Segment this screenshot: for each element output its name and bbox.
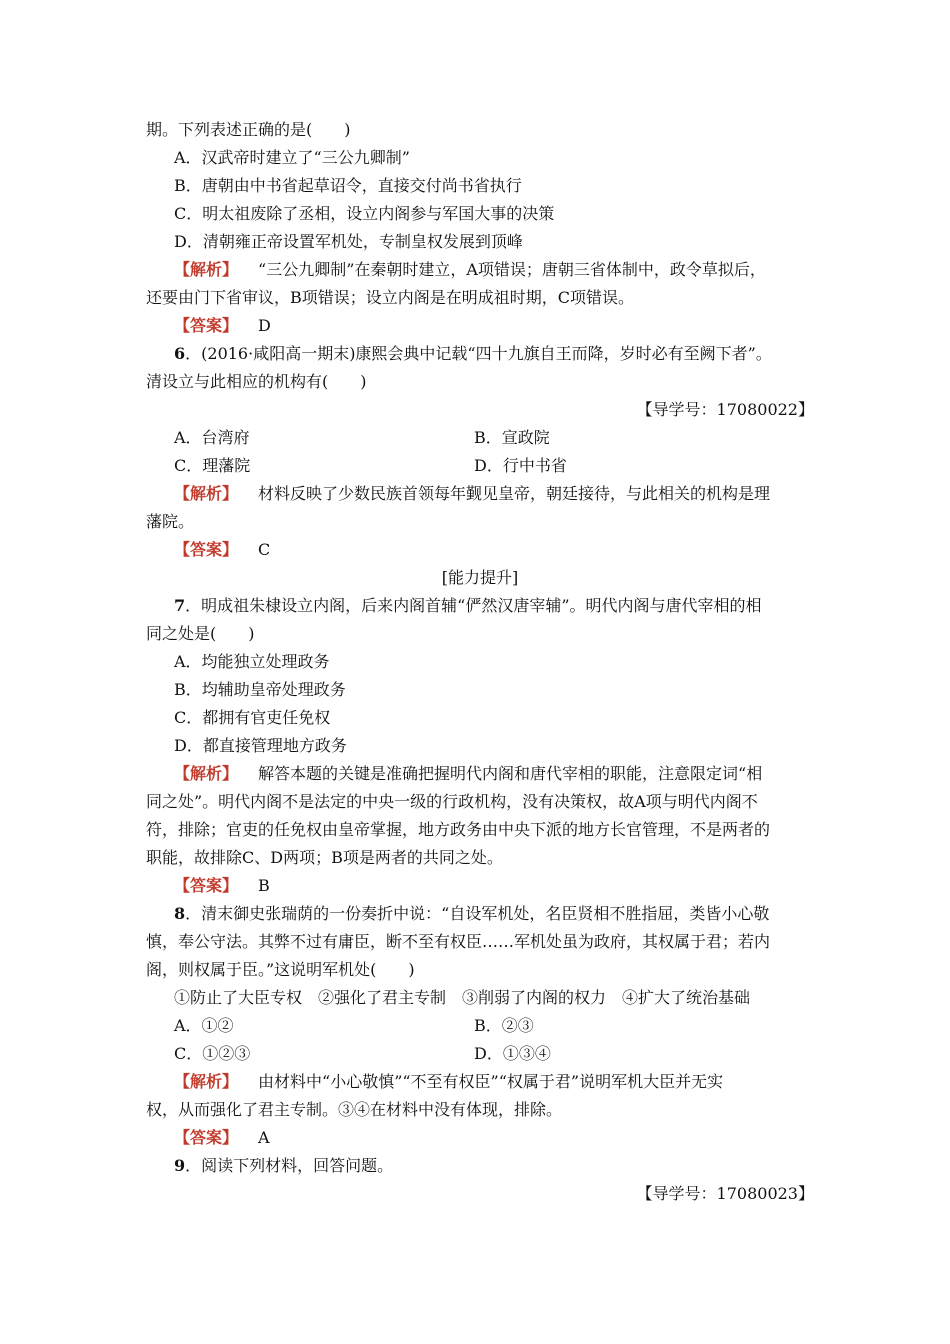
analysis-tag: 【解析】 <box>174 1072 239 1091</box>
q5-answer-value: D <box>258 316 271 335</box>
q9-number: 9 <box>174 1156 186 1175</box>
q7-option-c: C．都拥有官吏任免权 <box>174 708 331 727</box>
page-content <box>146 116 814 1208</box>
q7-analysis-line-4: 职能，故排除C、D两项；B项是两者的共同之处。 <box>146 848 503 867</box>
q7-analysis-line-1 <box>146 760 814 788</box>
q6-stem-line-2: 清设立与此相应的机构有( ) <box>146 372 367 391</box>
q7-answer <box>146 872 814 900</box>
q6-answer-value: C <box>258 540 271 559</box>
q5-option-b: B．唐朝由中书省起草诏令，直接交付尚书省执行 <box>174 176 522 195</box>
q6-analysis-text-1: 材料反映了少数民族首领每年觐见皇帝，朝廷接待，与此相关的机构是理 <box>258 484 771 503</box>
q7-analysis-text-1: 解答本题的关键是准确把握明代内阁和唐代宰相的职能，注意限定词“相 <box>258 764 763 783</box>
q8-option-b: B．②③ <box>474 1016 534 1035</box>
q6-answer <box>146 536 814 564</box>
q8-options-row-2 <box>146 1040 814 1068</box>
q5-analysis-text-1: “三公九卿制”在秦朝时建立，A项错误；唐朝三省体制中，政令草拟后， <box>258 260 766 279</box>
q8-answer-value: A <box>258 1128 270 1147</box>
q7-stem-text-1: ．明成祖朱棣设立内阁，后来内阁首辅“俨然汉唐宰辅”。明代内阁与唐代宰相的相 <box>185 596 762 615</box>
analysis-tag: 【解析】 <box>174 260 239 279</box>
q6-options-row-2 <box>146 452 814 480</box>
q8-option-d: D．①③④ <box>474 1044 551 1063</box>
q7-stem-line-2: 同之处是( ) <box>146 624 255 643</box>
q5-answer <box>146 312 814 340</box>
q6-guide-number: 【导学号：17080022】 <box>636 400 814 419</box>
q5-stem-tail: 期。下列表述正确的是( ) <box>146 120 351 139</box>
q6-stem-text-1: ．(2016·咸阳高一期末)康熙会典中记载“四十九旗自王而降，岁时必有至阙下者”。 <box>185 344 772 363</box>
q5-option-a: A．汉武帝时建立了“三公九卿制” <box>174 148 410 167</box>
q6-analysis-line-2: 藩院。 <box>146 512 195 531</box>
q8-answer <box>146 1124 814 1152</box>
q8-option-a: A．①② <box>174 1016 234 1035</box>
q5-analysis-line-1 <box>146 256 814 284</box>
q7-number: 7 <box>174 596 186 615</box>
q6-analysis-line-1 <box>146 480 814 508</box>
q5-option-d: D．清朝雍正帝设置军机处，专制皇权发展到顶峰 <box>174 232 523 251</box>
section-heading: [能力提升] <box>441 568 519 587</box>
q6-number: 6 <box>174 344 186 363</box>
q8-stem-line-3: 阁，则权属于臣。”这说明军机处( ) <box>146 960 415 979</box>
q7-option-b: B．均辅助皇帝处理政务 <box>174 680 346 699</box>
q8-option-c: C．①②③ <box>174 1044 251 1063</box>
q8-analysis-line-1 <box>146 1068 814 1096</box>
q8-stem-line-1 <box>146 900 814 928</box>
q7-option-a: A．均能独立处理政务 <box>174 652 330 671</box>
q7-analysis-line-2: 同之处”。明代内阁不是法定的中央一级的行政机构，没有决策权，故A项与明代内阁不 <box>146 792 758 811</box>
q6-option-d: D．行中书省 <box>474 456 567 475</box>
q6-stem-line-1 <box>146 340 814 368</box>
q5-option-c: C．明太祖废除了丞相，设立内阁参与军国大事的决策 <box>174 204 555 223</box>
q9-guide-number: 【导学号：17080023】 <box>636 1184 814 1203</box>
q8-analysis-text-1: 由材料中“小心敬慎”“不至有权臣”“权属于君”说明军机大臣并无实 <box>258 1072 724 1091</box>
q6-option-c: C．理藩院 <box>174 456 251 475</box>
q5-analysis-line-2: 还要由门下省审议，B项错误；设立内阁是在明成祖时期，C项错误。 <box>146 288 635 307</box>
q8-statement-items: ①防止了大臣专权 ②强化了君主专制 ③削弱了内阁的权力 ④扩大了统治基础 <box>174 988 751 1007</box>
q9-stem <box>146 1152 814 1180</box>
q8-stem-line-2: 慎，奉公守法。其弊不过有庸臣，断不至有权臣……军机处虽为政府，其权属于君；若内 <box>146 932 771 951</box>
q6-option-a: A．台湾府 <box>174 428 250 447</box>
q8-options-row-1 <box>146 1012 814 1040</box>
q8-number: 8 <box>174 904 186 923</box>
q9-stem-text: ．阅读下列材料，回答问题。 <box>185 1156 394 1175</box>
analysis-tag: 【解析】 <box>174 484 239 503</box>
answer-tag: 【答案】 <box>174 876 239 895</box>
q8-stem-text-1: ．清末御史张瑞荫的一份奏折中说：“自设军机处，名臣贤相不胜指屈，类皆小心敬 <box>185 904 770 923</box>
q7-stem-line-1 <box>146 592 814 620</box>
q8-analysis-line-2: 权，从而强化了君主专制。③④在材料中没有体现，排除。 <box>146 1100 563 1119</box>
answer-tag: 【答案】 <box>174 1128 239 1147</box>
analysis-tag: 【解析】 <box>174 764 239 783</box>
q7-answer-value: B <box>258 876 270 895</box>
q6-option-b: B．宣政院 <box>474 428 550 447</box>
q7-analysis-line-3: 符，排除；官吏的任免权由皇帝掌握，地方政务由中央下派的地方长官管理，不是两者的 <box>146 820 771 839</box>
q7-option-d: D．都直接管理地方政务 <box>174 736 347 755</box>
q6-options-row-1 <box>146 424 814 452</box>
answer-tag: 【答案】 <box>174 540 239 559</box>
answer-tag: 【答案】 <box>174 316 239 335</box>
